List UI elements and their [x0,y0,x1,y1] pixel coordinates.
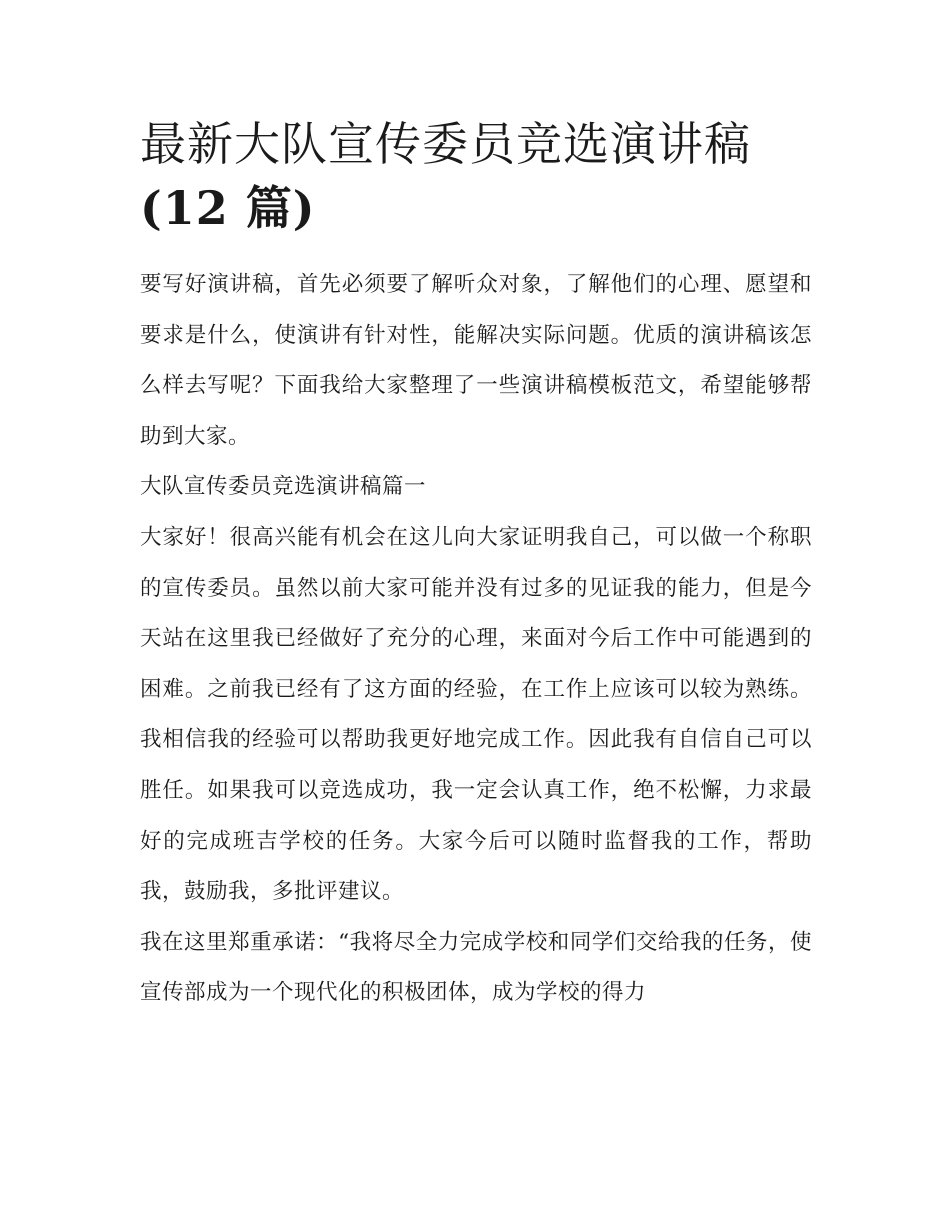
document-title [140,112,812,240]
body-paragraph: 大家好！很高兴能有机会在这儿向大家证明我自己，可以做一个称职的宣传委员。虽然以前大家可能并没有过多的见证我的能力，但是今天站在这里我已经做好了充分的心理，来面对今后工作中可能遇到的困难。之前我已经有了这方面的经验，在工作上应该可以较为熟练。我相信我的经验可以帮助我更好地完成工作。因此我有自信自己可以胜任。如果我可以竞选成功，我一定会认真工作，绝不松懈，力求最好的完成班吉学校的任务。大家今后可以随时监督我的工作，帮助我，鼓励我，多批评建议。 [140,524,812,905]
title-line-1: 最新大队宣传委员竞选演讲稿 [140,117,751,171]
document-page [140,112,812,1019]
intro-paragraph: 要写好演讲稿，首先必须要了解听众对象，了解他们的心理、愿望和要求是什么，使演讲有针对性，能解决实际问题。优质的演讲稿该怎么样去写呢？下面我给大家整理了一些演讲稿模板范文，希望能够帮助到大家。 [140,272,812,449]
body-paragraph: 我在这里郑重承诺：“我将尽全力完成学校和同学们交给我的任务，使宣传部成为一个现代化的积极团体，成为学校的得力 [140,929,812,1006]
title-line-2: (12 篇) [140,181,316,235]
section-heading: 大队宣传委员竞选演讲稿篇一 [140,474,427,500]
